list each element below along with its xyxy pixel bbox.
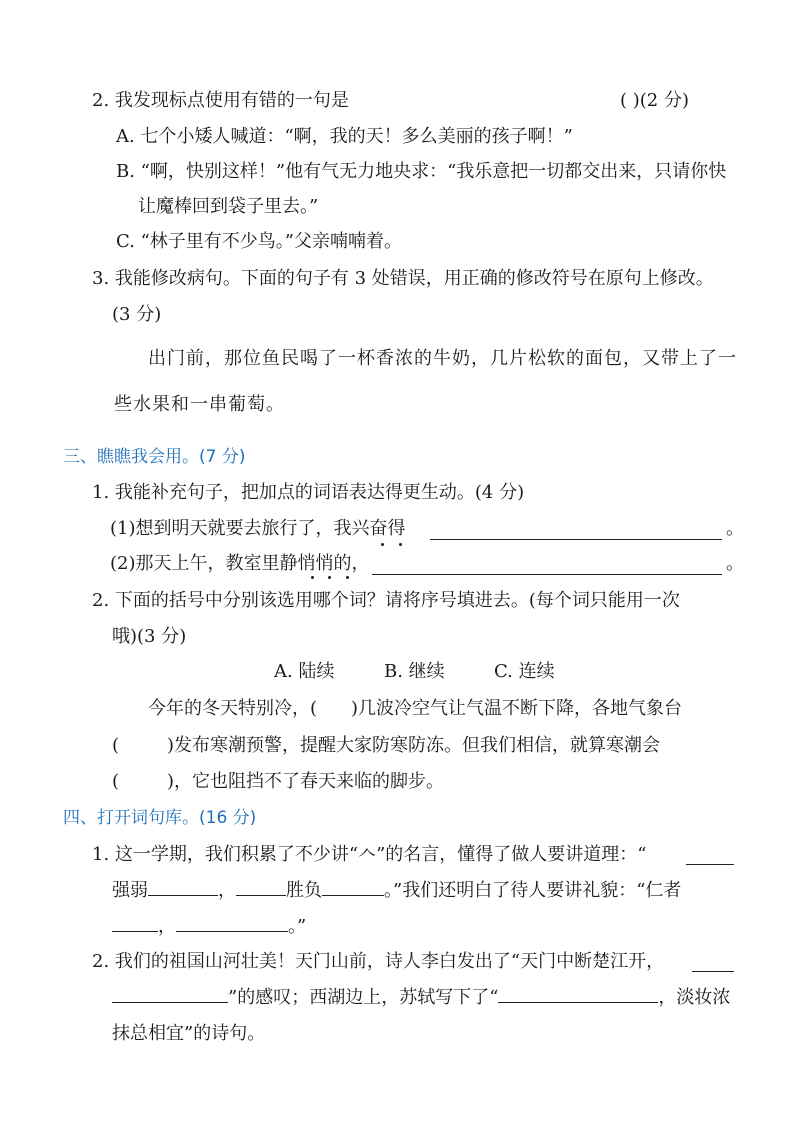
q2-3-sentence-2[interactable]: 些水果和一串葡萄。 <box>114 394 285 415</box>
q4-1-blank-6[interactable] <box>176 930 288 932</box>
q4-1-line-2-d: 。”我们还明白了待人要讲礼貌：“仁者 <box>384 880 682 901</box>
q4-2-line-2-a: ”的感叹；西湖边上，苏轼写下了“ <box>228 987 499 1008</box>
q4-1-line-2-a: 强弱 <box>112 880 148 901</box>
q4-2-line-2 <box>112 989 730 1007</box>
q3-2-line-3-b: )，它也阻挡不了春天来临的脚步。 <box>167 771 445 792</box>
emphasis-dot <box>346 576 349 579</box>
q4-2-line-2-b: ，淡妆浓 <box>658 987 731 1008</box>
q4-1-line-2 <box>112 882 681 900</box>
q4-1-blank-1[interactable] <box>686 863 734 865</box>
choice-b: B. 继续 <box>384 661 445 682</box>
q3-1-item-1-text: (1)想到明天就要去旅行了，我兴奋得 <box>110 518 406 539</box>
q4-1-blank-2[interactable] <box>148 894 218 896</box>
q4-1-line-1: 1. 这一学期，我们积累了不少讲“𠆢”的名言，懂得了做人要讲道理：“ <box>92 844 647 865</box>
q2-2-option-a: A. 七个小矮人喊道：“啊，我的天！多么美丽的孩子啊！” <box>116 126 573 147</box>
q3-1-item-1-blank[interactable] <box>430 538 722 540</box>
section-4-title: 四、打开词句库。(16 分) <box>63 808 257 828</box>
emphasis-dot <box>311 576 314 579</box>
q4-2-blank-1[interactable] <box>692 970 734 972</box>
q3-2-line-2-a: ( <box>112 735 120 756</box>
q3-1-item-2-blank[interactable] <box>372 573 722 575</box>
q2-2-answer-paren[interactable]: ( )(2 分) <box>620 90 689 111</box>
q4-1-line-2-b: ， <box>218 880 236 901</box>
choice-c: C. 连续 <box>494 661 555 682</box>
q3-2-line-2 <box>112 737 660 755</box>
q4-1-blank-3[interactable] <box>236 894 286 896</box>
q4-1-line-3-b: 。” <box>288 916 307 937</box>
q3-2-line-1 <box>148 700 682 718</box>
q4-1-blank-4[interactable] <box>322 894 384 896</box>
q2-3-score: (3 分) <box>112 304 162 325</box>
q4-1-line-2-c: 胜负 <box>286 880 322 901</box>
q3-1-item-2-text: (2)那天上午，教室里静悄悄的， <box>110 553 370 574</box>
emphasis-dot <box>381 543 384 546</box>
section-3-title: 三、瞧瞧我会用。(7 分) <box>63 447 246 467</box>
q4-1-blank-5[interactable] <box>112 930 158 932</box>
q3-2-line-2-b: )发布寒潮预警，提醒大家防寒防冻。但我们相信，就算寒潮会 <box>167 735 661 756</box>
q3-1-item-1-end: 。 <box>726 518 744 539</box>
q3-1-item-1 <box>110 520 406 538</box>
q2-3-sentence-1[interactable]: 出门前，那位鱼民喝了一杯香浓的牛奶，几片松软的面包，又带上了一 <box>148 348 737 369</box>
q4-2-blank-2[interactable] <box>112 1001 228 1003</box>
q4-1-line-3-a: ， <box>158 916 176 937</box>
emphasis-dot <box>328 576 331 579</box>
q4-1-line-3 <box>112 918 306 936</box>
q3-2-stem-2: 哦)(3 分) <box>112 626 187 647</box>
q4-2-line-3: 抹总相宜”的诗句。 <box>112 1023 266 1044</box>
q3-2-line-3 <box>112 773 444 791</box>
emphasis-dot <box>399 543 402 546</box>
q3-2-line-1-a: 今年的冬天特别冷，( <box>148 698 318 719</box>
q3-1-item-2-end: 。 <box>726 553 744 574</box>
q4-2-line-1: 2. 我们的祖国山河壮美！天门山前，诗人李白发出了“天门中断楚江开， <box>92 951 665 972</box>
q2-3-stem: 3. 我能修改病句。下面的句子有 3 处错误，用正确的修改符号在原句上修改。 <box>92 268 714 289</box>
q3-2-line-1-b: )几波冷空气让气温不断下降，各地气象台 <box>351 698 683 719</box>
q2-2-option-c: C. “林子里有不少鸟。”父亲喃喃着。 <box>116 231 402 252</box>
q3-1-item-2 <box>110 555 370 573</box>
q2-2-stem: 2. 我发现标点使用有错的一句是 <box>92 90 349 111</box>
q2-2-option-b: B. “啊，快别这样！”他有气无力地央求：“我乐意把一切都交出来，只请你快 <box>116 161 727 182</box>
q3-1-stem: 1. 我能补充句子，把加点的词语表达得更生动。(4 分) <box>92 482 525 503</box>
choice-a: A. 陆续 <box>274 661 335 682</box>
q2-2-option-b-cont: 让魔棒回到袋子里去。” <box>138 196 319 217</box>
q3-2-line-3-a: ( <box>112 771 120 792</box>
q3-2-stem-1: 2. 下面的括号中分别该选用哪个词？请将序号填进去。(每个词只能用一次 <box>92 590 680 611</box>
q4-2-blank-3[interactable] <box>498 1001 658 1003</box>
